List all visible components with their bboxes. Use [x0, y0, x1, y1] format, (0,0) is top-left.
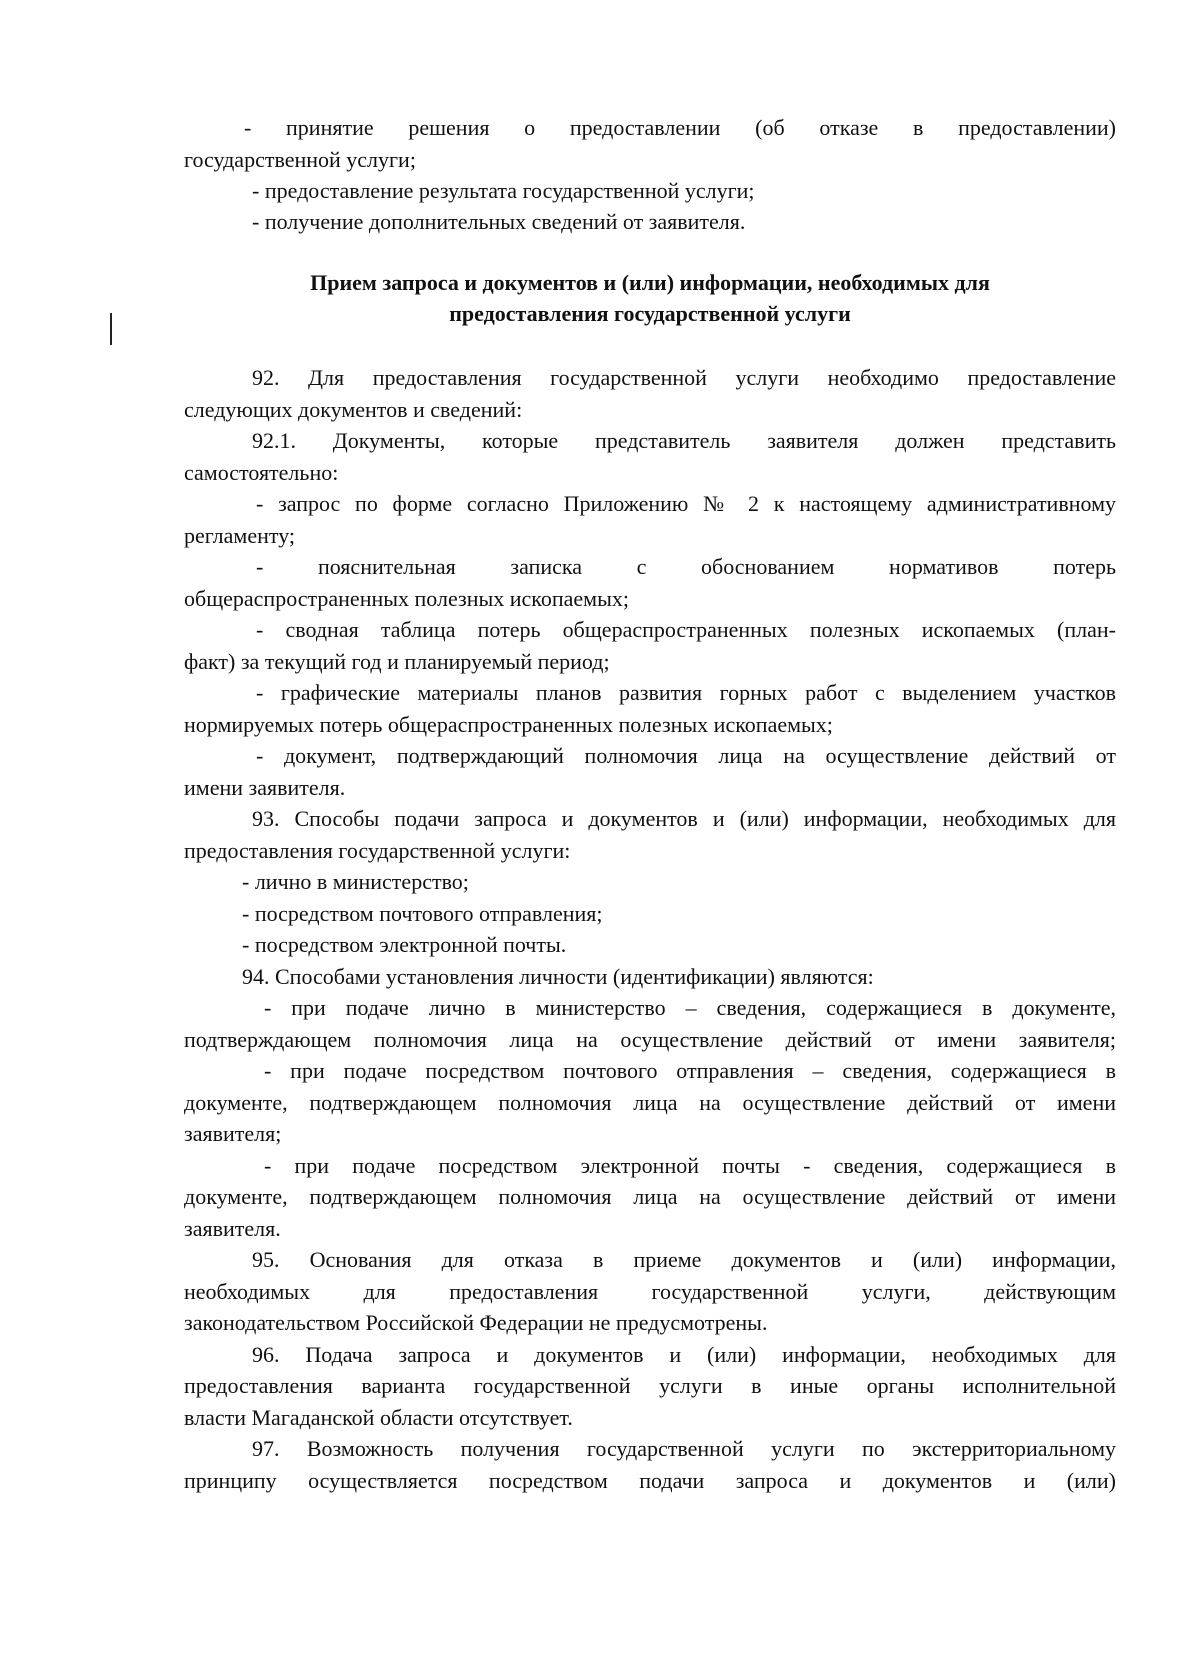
paragraph-95: 95. Основания для отказа в приеме документов и (или) информации,: [252, 1247, 1116, 1272]
list-item-authority-document-cont: имени заявителя.: [184, 775, 346, 800]
list-item-id-email-cont: документе, подтверждающем полномочия лица на осуществление действий от имени: [184, 1184, 1116, 1209]
list-item-request-form-cont: регламенту;: [184, 523, 296, 548]
section-heading-line-2: предоставления государственной услуги: [449, 301, 851, 326]
paragraph-96-cont: предоставления варианта государственной услуги в иные органы исполнительной: [184, 1373, 1116, 1398]
list-item-summary-table-cont: факт) за текущий год и планируемый период;: [184, 649, 610, 674]
margin-revision-bar: [110, 313, 112, 345]
list-item-id-postal: - при подаче посредством почтового отправления – сведения, содержащиеся в: [264, 1058, 1116, 1083]
paragraph-94: 94. Способами установления личности (идентификации) являются:: [242, 964, 874, 989]
list-item-id-postal-end: заявителя;: [184, 1121, 282, 1146]
paragraph-95-end: законодательством Российской Федерации не предусмотрены.: [184, 1310, 768, 1335]
paragraph-97: 97. Возможность получения государственной услуги по экстерриториальному: [252, 1436, 1116, 1461]
list-item-graphic-materials-cont: нормируемых потерь общераспространенных полезных ископаемых;: [184, 712, 833, 737]
paragraph-92-cont: следующих документов и сведений:: [184, 397, 523, 422]
list-item-email: - посредством электронной почты.: [242, 932, 567, 957]
list-item-additional-info: - получение дополнительных сведений от заявителя.: [252, 209, 746, 234]
list-item-id-in-person: - при подаче лично в министерство – сведения, содержащиеся в документе,: [264, 995, 1116, 1020]
list-item-id-postal-cont: документе, подтверждающем полномочия лица на осуществление действий от имени: [184, 1090, 1116, 1115]
list-item-result: - предоставление результата государственной услуги;: [252, 178, 755, 203]
list-item-id-in-person-cont: подтверждающем полномочия лица на осуществление действий от имени заявителя;: [184, 1027, 1116, 1052]
paragraph-96: 96. Подача запроса и документов и (или) информации, необходимых для: [252, 1342, 1116, 1367]
list-item-summary-table: - сводная таблица потерь общераспространенных полезных ископаемых (план-: [256, 617, 1116, 642]
list-item-authority-document: - документ, подтверждающий полномочия лица на осуществление действий от: [256, 743, 1116, 768]
paragraph-95-cont: необходимых для предоставления государственной услуги, действующим: [184, 1279, 1116, 1304]
paragraph-97-cont: принципу осуществляется посредством подачи запроса и документов и (или): [184, 1468, 1116, 1493]
section-heading-line-1: Прием запроса и документов и (или) информации, необходимых для: [310, 270, 990, 295]
list-item-explanatory-note-cont: общераспространенных полезных ископаемых;: [184, 586, 629, 611]
paragraph-92-1: 92.1. Документы, которые представитель заявителя должен представить: [252, 428, 1116, 453]
paragraph-93-cont: предоставления государственной услуги:: [184, 838, 571, 863]
list-item-id-email-end: заявителя.: [184, 1216, 281, 1241]
paragraph-96-end: власти Магаданской области отсутствует.: [184, 1405, 573, 1430]
list-item-postal: - посредством почтового отправления;: [242, 901, 603, 926]
list-item-decision-cont: государственной услуги;: [184, 147, 416, 172]
paragraph-92-1-cont: самостоятельно:: [184, 460, 339, 485]
list-item-request-form: - запрос по форме согласно Приложению № 2 к настоящему административному: [256, 491, 1116, 516]
list-item-in-person: - лично в министерство;: [242, 869, 469, 894]
paragraph-92: 92. Для предоставления государственной услуги необходимо предоставление: [252, 365, 1116, 390]
list-item-id-email: - при подаче посредством электронной почты - сведения, содержащиеся в: [264, 1153, 1116, 1178]
paragraph-93: 93. Способы подачи запроса и документов и (или) информации, необходимых для: [252, 806, 1116, 831]
list-item-explanatory-note: - пояснительная записка с обоснованием нормативов потерь: [256, 554, 1116, 579]
list-item-decision: - принятие решения о предоставлении (об отказе в предоставлении): [244, 115, 1116, 140]
list-item-graphic-materials: - графические материалы планов развития горных работ с выделением участков: [256, 680, 1116, 705]
